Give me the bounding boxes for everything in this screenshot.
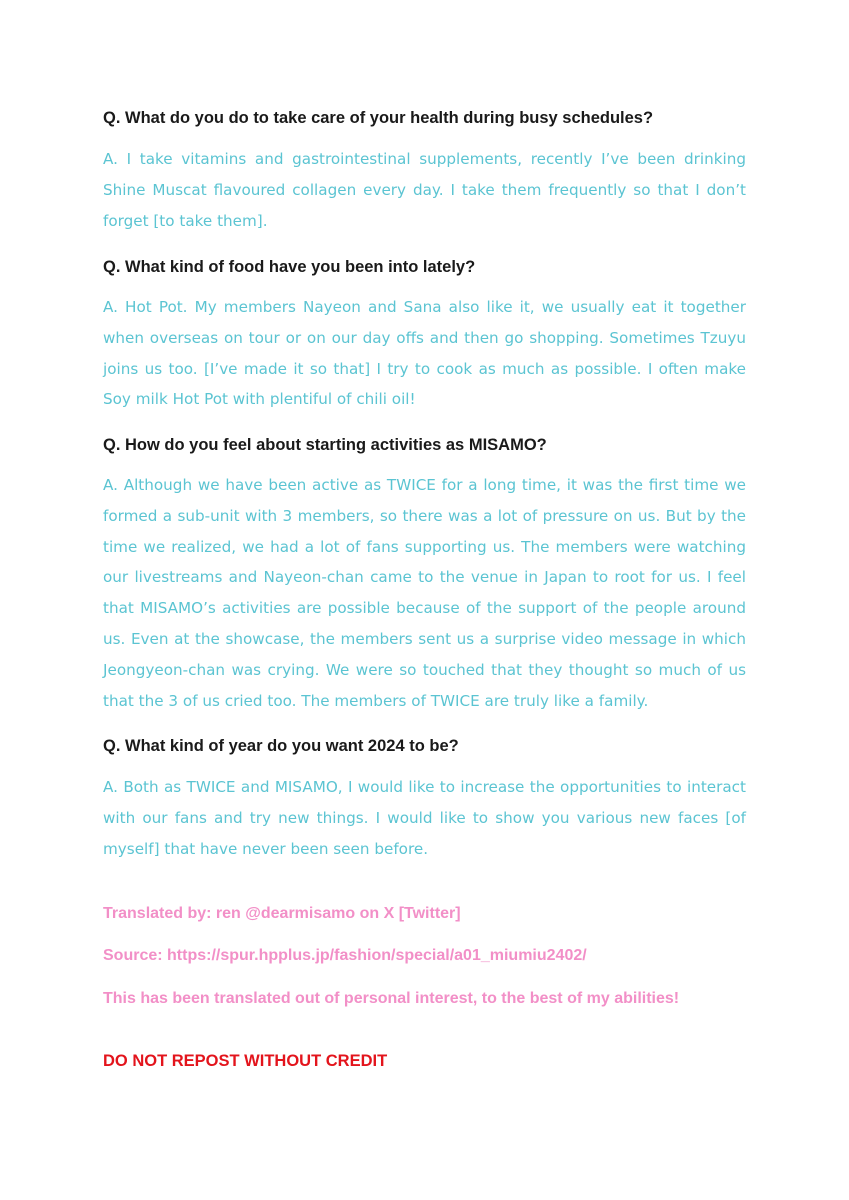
repost-warning: DO NOT REPOST WITHOUT CREDIT — [103, 1052, 388, 1070]
question-2024: Q. What kind of year do you want 2024 to be? — [103, 737, 459, 755]
answer-health: A. I take vitamins and gastrointestinal supplements, recently I’ve been drinking Shine Muscat flavoured collagen every day. I take them frequently so that I don’t forget [to take them]. — [103, 150, 746, 230]
question-misamo: Q. How do you feel about starting activities as MISAMO? — [103, 436, 547, 454]
source-credit: Source: https://spur.hpplus.jp/fashion/special/a01_miumiu2402/ — [103, 947, 587, 964]
answer-food: A. Hot Pot. My members Nayeon and Sana also like it, we usually eat it together when overseas on tour or on our day offs and then go shopping. Sometimes Tzuyu joins us too. [I’ve made it so that] I try to cook as much as possible. I often make Soy milk Hot Pot with plentiful of chili oil! — [103, 298, 746, 409]
answer-2024: A. Both as TWICE and MISAMO, I would like to increase the opportunities to interact with our fans and try new things. I would like to show you various new faces [of myself] that have never been seen before. — [103, 778, 746, 858]
answer-misamo: A. Although we have been active as TWICE for a long time, it was the first time we formed a sub-unit with 3 members, so there was a lot of pressure on us. But by the time we realized, we had a lot of fans supporting us. The members were watching our livestreams and Nayeon-chan came to the venue in Japan to root for us. I feel that MISAMO’s activities are possible because of the support of the people around us. Even at the showcase, the members sent us a surprise video message in which Jeongyeon-chan was crying. We were so touched that they thought so much of us that the 3 of us cried too. The members of TWICE are truly like a family. — [103, 476, 746, 710]
question-food: Q. What kind of food have you been into lately? — [103, 258, 476, 276]
translator-credit: Translated by: ren @dearmisamo on X [Twitter] — [103, 905, 461, 922]
question-health: Q. What do you do to take care of your health during busy schedules? — [103, 109, 654, 127]
disclaimer: This has been translated out of personal interest, to the best of my abilities! — [103, 990, 680, 1007]
